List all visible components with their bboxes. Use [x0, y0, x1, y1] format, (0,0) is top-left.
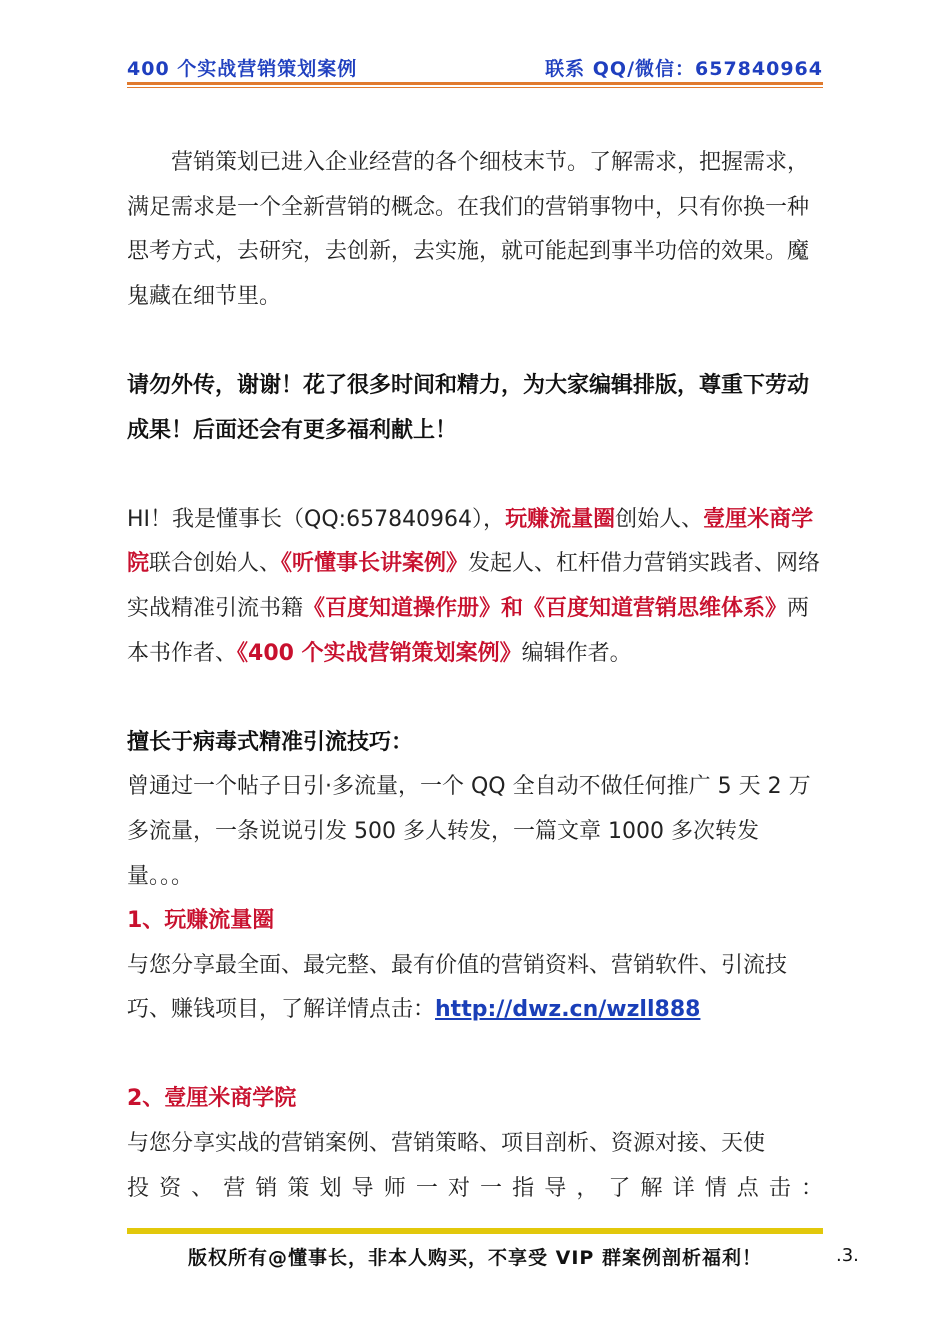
skills-paragraph: 曾通过一个帖子日引·多流量，一个 QQ 全自动不做任何推广 5 天 2 万多流量，一条说说引发 500 多人转发，一篇文章 1000 多次转发量。。。: [127, 774, 811, 889]
item1-link[interactable]: http://dwz.cn/wzll888: [435, 997, 701, 1023]
header-divider-thin: [127, 87, 823, 88]
notice-paragraph: 请勿外传，谢谢！花了很多时间和精力，为大家编辑排版，尊重下劳动成果！后面还会有更多福利献上！: [127, 372, 810, 443]
book-titles: 《百度知道操作册》和《百度知道营销思维体系》: [303, 595, 788, 621]
footer-divider: [127, 1228, 823, 1234]
brand-yilimi: 壹厘米商学院: [127, 506, 814, 577]
page-number: .3.: [836, 1245, 859, 1266]
item2-heading: 2、壹厘米商学院: [127, 1086, 297, 1112]
intro-paragraph: 营销策划已进入企业经营的各个细枝末节。了解需求，把握需求，满足需求是一个全新营销的概念。在我们的营销事物中，只有你换一种思考方式，去研究，去创新，去实施，就可能起到事半功倍的效果。魔鬼藏在细节里。: [127, 150, 810, 309]
bio-paragraph: HI！我是懂事长（QQ:657840964），玩赚流量圈创始人、壹厘米商学院联合创始人、《听懂事长讲案例》发起人、杠杆借力营销实践者、网络实战精准引流书籍《百度知道操作册》和《百度知道营销思维体系》两本书作者、《400 个实战营销策划案例》编辑作者。: [127, 506, 821, 666]
header-divider: [127, 82, 823, 85]
item2-line1: 与您分享实战的营销案例、营销策略、项目剖析、资源对接、天使: [127, 1131, 766, 1157]
header-contact: 联系 QQ/微信：657840964: [545, 58, 823, 80]
book-400-cases: 《400 个实战营销策划案例》: [237, 640, 522, 666]
item1-paragraph: 与您分享最全面、最完整、最有价值的营销资料、营销软件、引流技巧、赚钱项目，了解详情点击：http://dwz.cn/wzll888: [127, 952, 788, 1023]
brand-wanzhuan: 玩赚流量圈: [505, 506, 616, 532]
page-header: [127, 54, 823, 80]
skills-heading: 擅长于病毒式精准引流技巧：: [127, 729, 414, 755]
item2-line2: 投资、营销策划导师一对一指导，了解详情点击：: [127, 1175, 823, 1201]
header-title: 400 个实战营销策划案例: [127, 58, 358, 80]
item1-heading: 1、玩赚流量圈: [127, 908, 275, 934]
brand-case-talk: 《听懂事长讲案例》: [281, 551, 469, 577]
page-content: [127, 141, 823, 1211]
footer-copyright: 版权所有@懂事长，非本人购买，不享受 VIP 群案例剖析福利！: [188, 1247, 762, 1269]
